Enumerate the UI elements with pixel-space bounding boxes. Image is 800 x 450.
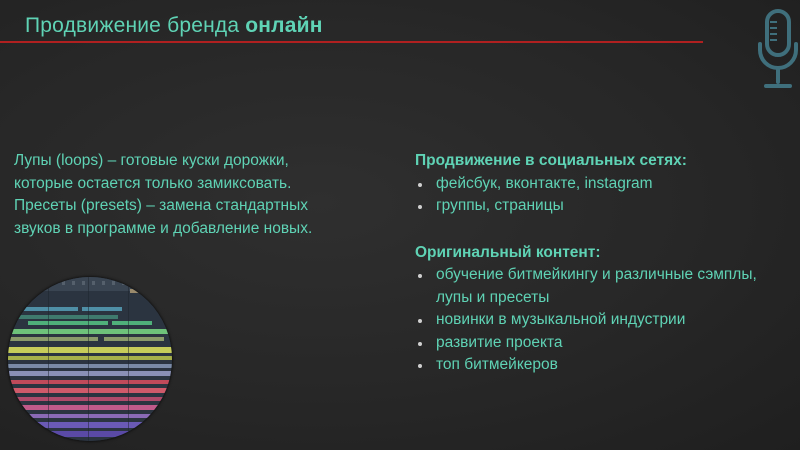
social-media-list — [415, 173, 785, 218]
list-item: фейсбук, вконтакте, instagram — [415, 173, 785, 196]
daw-screenshot-image — [8, 277, 172, 441]
list-item: обучение битмейкингу и различные сэмплы, лупы и пресеты — [415, 264, 785, 309]
slide-title-bold: онлайн — [245, 14, 323, 37]
list-item: новинки в музыкальной индустрии — [415, 309, 785, 332]
original-content-list — [415, 264, 785, 377]
microphone-icon — [748, 8, 800, 94]
list-item: группы, страницы — [415, 195, 785, 218]
list-item: развитие проекта — [415, 332, 785, 355]
loops-presets-description: Лупы (loops) – готовые куски дорожки, которые остается только замиксовать. Пресеты (presets) – замена стандартных звуков в программе и добавление новых. — [14, 152, 313, 237]
slide-title — [25, 14, 323, 38]
slide-title-normal: Продвижение бренда — [25, 14, 246, 37]
list-item: топ битмейкеров — [415, 354, 785, 377]
promotion-column — [415, 150, 785, 377]
original-content-heading: Оригинальный контент: — [415, 243, 601, 261]
title-underline — [0, 41, 703, 43]
social-media-heading: Продвижение в социальных сетях: — [415, 152, 687, 169]
